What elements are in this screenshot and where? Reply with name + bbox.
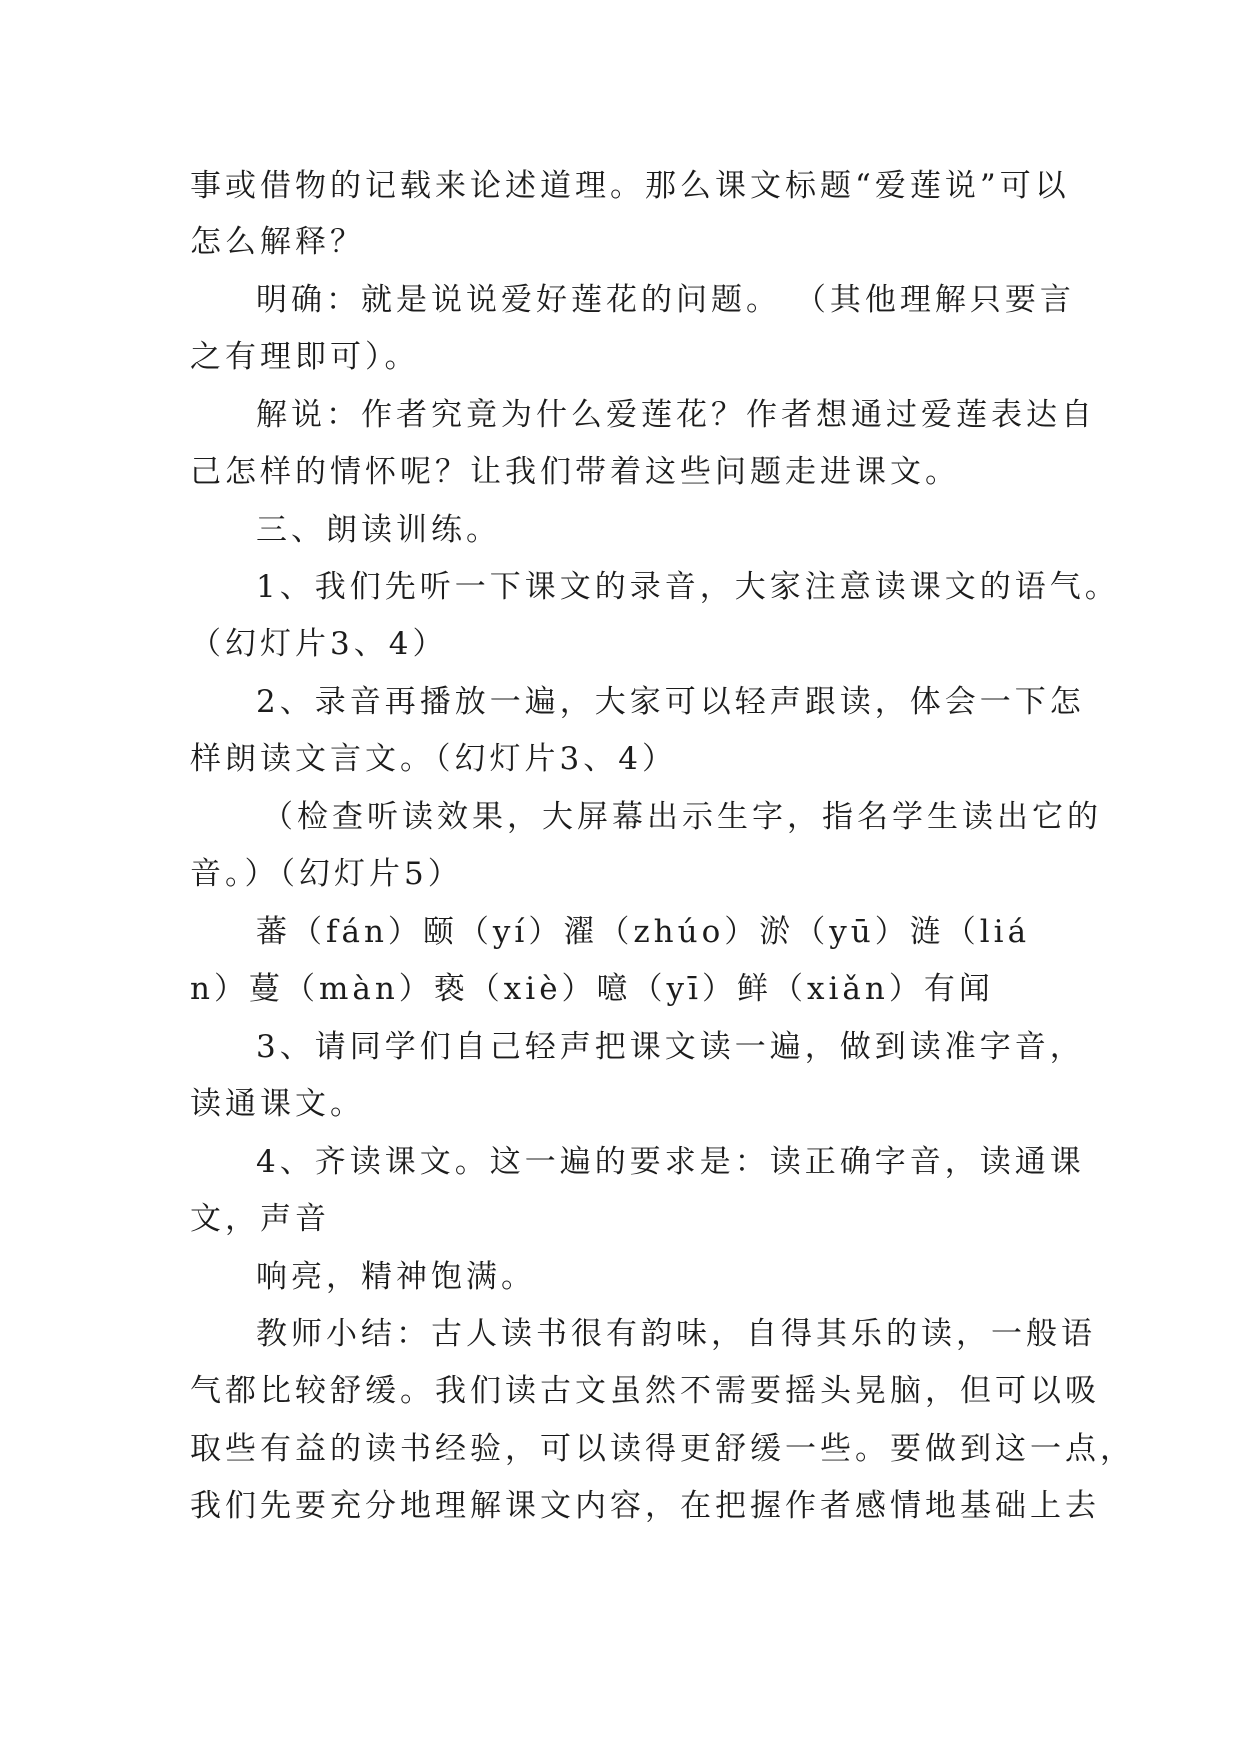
text-line: 之有理即可）。 [190, 339, 420, 375]
text-line: 响亮，精神饱满。 [256, 1259, 536, 1295]
text-line: 气都比较舒缓。我们读古文虽然不需要摇头晃脑，但可以吸 [190, 1373, 1100, 1409]
text-line: 2、录音再播放一遍，大家可以轻声跟读，体会一下怎 [256, 684, 1085, 720]
text-line: 1、我们先听一下课文的录音，大家注意读课文的语气。 [256, 569, 1120, 605]
text-line: 明确：就是说说爱好莲花的问题。 （其他理解只要言 [256, 282, 1075, 318]
text-line: 怎么解释？ [190, 224, 365, 260]
text-line: 样朗读文言文。（幻灯片3、4） [190, 741, 677, 777]
text-line: 取些有益的读书经验，可以读得更舒缓一些。要做到这一点， [190, 1431, 1135, 1467]
text-line: 4、齐读课文。这一遍的要求是：读正确字音，读通课 [256, 1144, 1085, 1180]
pinyin-line: 蕃（fán）颐（yí）濯（zhúo）淤（yū）涟（liá [256, 914, 1031, 950]
text-line: 文，声音 [190, 1201, 330, 1237]
text-line: 音。）（幻灯片5） [190, 856, 463, 892]
text-line: （幻灯片3、4） [190, 626, 448, 662]
text-line: 解说：作者究竟为什么爱莲花？作者想通过爱莲表达自 [256, 397, 1096, 433]
text-line: 己怎样的情怀呢？让我们带着这些问题走进课文。 [190, 454, 960, 490]
text-line: 3、请同学们自己轻声把课文读一遍，做到读准字音， [256, 1029, 1085, 1065]
text-line: （检查听读效果，大屏幕出示生字，指名学生读出它的 [262, 799, 1102, 835]
pinyin-line: n）蔓（màn）亵（xiè）噫（yī）鲜（xiǎn）有闻 [190, 971, 994, 1007]
text-line: 我们先要充分地理解课文内容，在把握作者感情地基础上去 [190, 1488, 1100, 1524]
text-line: 教师小结：古人读书很有韵味，自得其乐的读，一般语 [256, 1316, 1096, 1352]
text-line: 事或借物的记载来论述道理。那么课文标题“爱莲说”可以 [190, 168, 1070, 204]
text-line: 读通课文。 [190, 1086, 365, 1122]
section-heading: 三、朗读训练。 [256, 512, 501, 548]
